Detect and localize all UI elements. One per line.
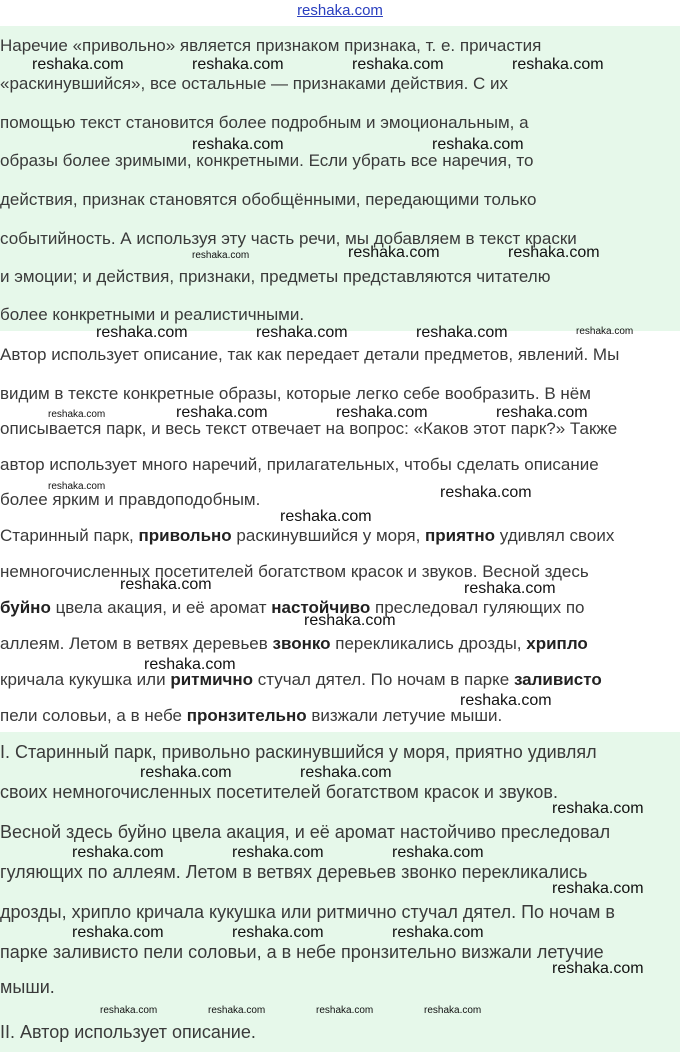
watermark: reshaka.com: [192, 250, 250, 261]
watermark: reshaka.com: [32, 56, 124, 73]
text-line: буйно цвела акация, и её аромат настойчиво преследовал гуляющих по: [0, 598, 585, 617]
watermark: reshaka.com: [552, 800, 644, 817]
text-line: образы более зримыми, конкретными. Если убрать все наречия, то: [0, 151, 534, 170]
watermark: reshaka.com: [552, 880, 644, 897]
watermark: reshaka.com: [512, 56, 604, 73]
text-line: кричала кукушка или ритмично стучал дятел. По ночам в парке заливисто: [0, 670, 602, 689]
watermark: reshaka.com: [192, 56, 284, 73]
watermark: reshaka.com: [336, 404, 428, 421]
watermark: reshaka.com: [96, 324, 188, 341]
watermark: reshaka.com: [496, 404, 588, 421]
watermark: reshaka.com: [316, 1005, 374, 1016]
watermark: reshaka.com: [232, 844, 324, 861]
text-line: и эмоции; и действия, признаки, предметы представляются читателю: [0, 267, 551, 286]
watermark: reshaka.com: [552, 960, 644, 977]
text-line: Наречие «привольно» является признаком признака, т. е. причастия: [0, 36, 542, 55]
watermark: reshaka.com: [280, 508, 372, 525]
text-line: I. Старинный парк, привольно раскинувшийся у моря, приятно удивлял: [0, 742, 597, 762]
text-line: описывается парк, и весь текст отвечает на вопрос: «Каков этот парк?» Также: [0, 419, 618, 438]
site-link[interactable]: reshaka.com: [297, 2, 383, 19]
text-line: более ярким и правдоподобным.: [0, 490, 261, 509]
text-line: Старинный парк, привольно раскинувшийся у моря, приятно удивлял своих: [0, 526, 615, 545]
text-line: аллеям. Летом в ветвях деревьев звонко перекликались дрозды, хрипло: [0, 634, 588, 653]
watermark: reshaka.com: [48, 481, 106, 492]
text-line: II. Автор использует описание.: [0, 1022, 256, 1042]
watermark: reshaka.com: [256, 324, 348, 341]
watermark: reshaka.com: [460, 692, 552, 709]
watermark: reshaka.com: [392, 924, 484, 941]
watermark: reshaka.com: [440, 484, 532, 501]
text-line: дрозды, хрипло кричала кукушка или ритмично стучал дятел. По ночам в: [0, 902, 615, 922]
text-line: «раскинувшийся», все остальные — признаками действия. С их: [0, 74, 509, 93]
watermark: reshaka.com: [576, 326, 634, 337]
text-line: помощью текст становится более подробным и эмоциональным, а: [0, 113, 529, 132]
watermark: reshaka.com: [208, 1005, 266, 1016]
text-line: немногочисленных посетителей богатством красок и звуков. Весной здесь: [0, 562, 589, 581]
watermark: reshaka.com: [300, 764, 392, 781]
text-line: Автор использует описание, так как передает детали предметов, явлений. Мы: [0, 345, 620, 364]
watermark: reshaka.com: [508, 244, 600, 261]
watermark: reshaka.com: [140, 764, 232, 781]
watermark: reshaka.com: [144, 656, 236, 673]
text-line: Весной здесь буйно цвела акация, и её аромат настойчиво преследовал: [0, 822, 611, 842]
watermark: reshaka.com: [72, 924, 164, 941]
watermark: reshaka.com: [232, 924, 324, 941]
watermark: reshaka.com: [432, 136, 524, 153]
watermark: reshaka.com: [424, 1005, 482, 1016]
watermark: reshaka.com: [392, 844, 484, 861]
text-line: событийность. А используя эту часть речи, мы добавляем в текст краски: [0, 229, 577, 248]
watermark: reshaka.com: [120, 576, 212, 593]
watermark: reshaka.com: [304, 612, 396, 629]
text-line: более конкретными и реалистичными.: [0, 305, 305, 324]
watermark: reshaka.com: [348, 244, 440, 261]
watermark: reshaka.com: [100, 1005, 158, 1016]
watermark: reshaka.com: [352, 56, 444, 73]
watermark: reshaka.com: [176, 404, 268, 421]
text-line: мыши.: [0, 977, 55, 997]
watermark: reshaka.com: [48, 409, 106, 420]
watermark: reshaka.com: [72, 844, 164, 861]
watermark: reshaka.com: [464, 580, 556, 597]
text-line: парке заливисто пели соловьи, а в небе пронзительно визжали летучие: [0, 942, 604, 962]
text-line: пели соловьи, а в небе пронзительно визжали летучие мыши.: [0, 706, 503, 725]
text-line: гуляющих по аллеям. Летом в ветвях деревьев звонко перекликались: [0, 862, 588, 882]
text-line: автор использует много наречий, прилагательных, чтобы сделать описание: [0, 455, 599, 474]
text-line: действия, признак становятся обобщёнными, передающими только: [0, 190, 537, 209]
text-line: видим в тексте конкретные образы, которые легко себе вообразить. В нём: [0, 384, 591, 403]
text-line: своих немногочисленных посетителей богатством красок и звуков.: [0, 782, 558, 802]
watermark: reshaka.com: [416, 324, 508, 341]
watermark: reshaka.com: [192, 136, 284, 153]
